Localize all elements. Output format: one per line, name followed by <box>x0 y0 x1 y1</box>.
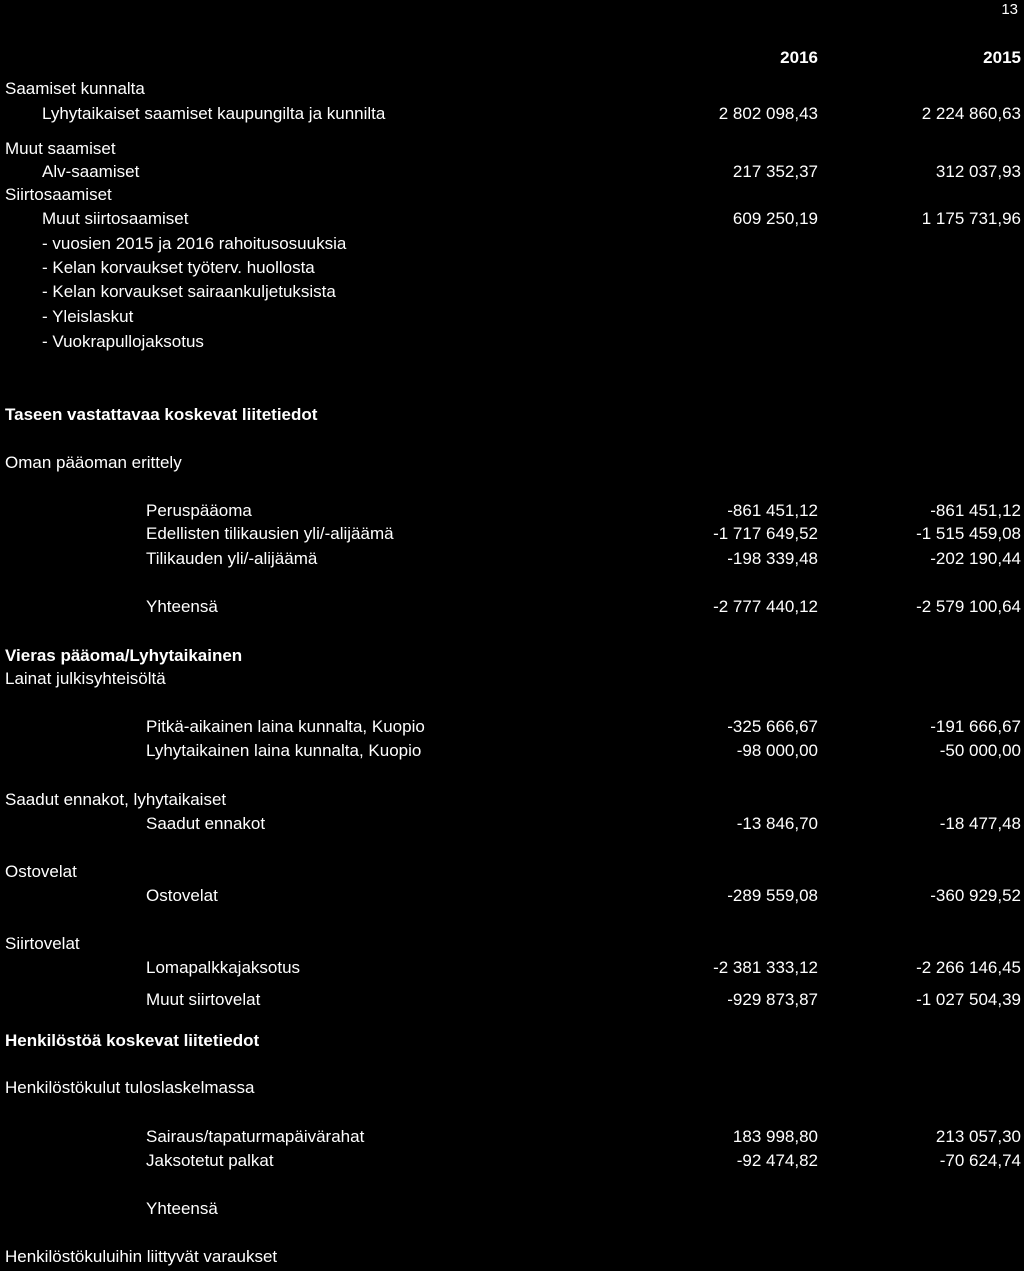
ostovelat-2015: -360 929,52 <box>930 886 1021 905</box>
siirtosaamiset-sub-item: - vuosien 2015 ja 2016 rahoitusosuuksia <box>42 234 347 253</box>
lyhytaikaiset-saamiset-2016: 2 802 098,43 <box>718 104 818 123</box>
muut-siirtosaamiset-2015: 1 175 731,96 <box>921 209 1021 228</box>
year-2015-header: 2015 <box>983 48 1021 67</box>
vastattavaa-title: Taseen vastattavaa koskevat liitetiedot <box>5 405 318 424</box>
sairaus-2016: 183 998,80 <box>732 1127 818 1146</box>
sairaus-label: Sairaus/tapaturmapäivärahat <box>146 1127 365 1146</box>
muut-siirtovelat-label: Muut siirtovelat <box>146 990 261 1009</box>
alv-saamiset-2015: 312 037,93 <box>935 162 1021 181</box>
henkilosto-title: Henkilöstöä koskevat liitetiedot <box>5 1031 260 1050</box>
muut-saamiset-heading: Muut saamiset <box>5 139 116 158</box>
vieras-paaoma-title: Vieras pääoma/Lyhytaikainen <box>5 646 243 665</box>
yhteensa-2015: -2 579 100,64 <box>916 597 1021 616</box>
henkilosto-yhteensa-label: Yhteensä <box>146 1199 218 1218</box>
tilikauden-label: Tilikauden yli/-alijäämä <box>146 549 318 568</box>
siirtosaamiset-heading: Siirtosaamiset <box>5 185 112 204</box>
lomapalkka-2016: -2 381 333,12 <box>713 958 818 977</box>
lyhyt-laina-2015: -50 000,00 <box>939 741 1021 760</box>
edellisten-2016: -1 717 649,52 <box>713 524 818 543</box>
page-number: 13 <box>1001 1 1018 18</box>
ostovelat-label: Ostovelat <box>146 886 218 905</box>
ennakot-2015: -18 477,48 <box>939 814 1021 833</box>
peruspaaoma-2016: -861 451,12 <box>727 501 818 520</box>
alv-saamiset-2016: 217 352,37 <box>732 162 818 181</box>
edellisten-2015: -1 515 459,08 <box>916 524 1021 543</box>
muut-siirtosaamiset-label: Muut siirtosaamiset <box>42 209 189 228</box>
lyhytaikaiset-saamiset-label: Lyhytaikaiset saamiset kaupungilta ja kunnilta <box>42 104 386 123</box>
jaksotetut-label: Jaksotetut palkat <box>146 1151 274 1170</box>
varaukset-heading: Henkilöstökuluihin liittyvät varaukset <box>5 1247 278 1266</box>
lyhyt-laina-2016: -98 000,00 <box>736 741 818 760</box>
tilikauden-2015: -202 190,44 <box>930 549 1021 568</box>
peruspaaoma-label: Peruspääoma <box>146 501 252 520</box>
siirtosaamiset-sub-item: - Vuokrapullojaksotus <box>42 332 204 351</box>
muut-siirtosaamiset-2016: 609 250,19 <box>732 209 818 228</box>
ennakot-heading: Saadut ennakot, lyhytaikaiset <box>5 790 227 809</box>
siirtosaamiset-sub-item: - Kelan korvaukset työterv. huollosta <box>42 258 315 277</box>
sairaus-2015: 213 057,30 <box>935 1127 1021 1146</box>
peruspaaoma-2015: -861 451,12 <box>930 501 1021 520</box>
lomapalkka-label: Lomapalkkajaksotus <box>146 958 301 977</box>
ostovelat-heading: Ostovelat <box>5 862 77 881</box>
yhteensa-2016: -2 777 440,12 <box>713 597 818 616</box>
lainat-heading: Lainat julkisyhteisöltä <box>5 669 166 688</box>
henkilostokulut-heading: Henkilöstökulut tuloslaskelmassa <box>5 1078 255 1097</box>
alv-saamiset-label: Alv-saamiset <box>42 162 140 181</box>
pitka-laina-label: Pitkä-aikainen laina kunnalta, Kuopio <box>146 717 425 736</box>
ennakot-label: Saadut ennakot <box>146 814 266 833</box>
lyhyt-laina-label: Lyhytaikainen laina kunnalta, Kuopio <box>146 741 422 760</box>
ostovelat-2016: -289 559,08 <box>727 886 818 905</box>
jaksotetut-2015: -70 624,74 <box>939 1151 1021 1170</box>
siirtosaamiset-sub-item: - Yleislaskut <box>42 307 134 326</box>
siirtovelat-heading: Siirtovelat <box>5 934 80 953</box>
tilikauden-2016: -198 339,48 <box>727 549 818 568</box>
pitka-laina-2016: -325 666,67 <box>727 717 818 736</box>
saamiset-kunnalta-heading: Saamiset kunnalta <box>5 79 145 98</box>
edellisten-label: Edellisten tilikausien yli/-alijäämä <box>146 524 394 543</box>
yhteensa-label: Yhteensä <box>146 597 218 616</box>
lomapalkka-2015: -2 266 146,45 <box>916 958 1021 977</box>
pitka-laina-2015: -191 666,67 <box>930 717 1021 736</box>
muut-siirtovelat-2015: -1 027 504,39 <box>916 990 1021 1009</box>
siirtosaamiset-sub-item: - Kelan korvaukset sairaankuljetuksista <box>42 282 336 301</box>
jaksotetut-2016: -92 474,82 <box>736 1151 818 1170</box>
muut-siirtovelat-2016: -929 873,87 <box>727 990 818 1009</box>
year-2016-header: 2016 <box>780 48 818 67</box>
ennakot-2016: -13 846,70 <box>736 814 818 833</box>
lyhytaikaiset-saamiset-2015: 2 224 860,63 <box>921 104 1021 123</box>
oman-paaoman-heading: Oman pääoman erittely <box>5 453 182 472</box>
